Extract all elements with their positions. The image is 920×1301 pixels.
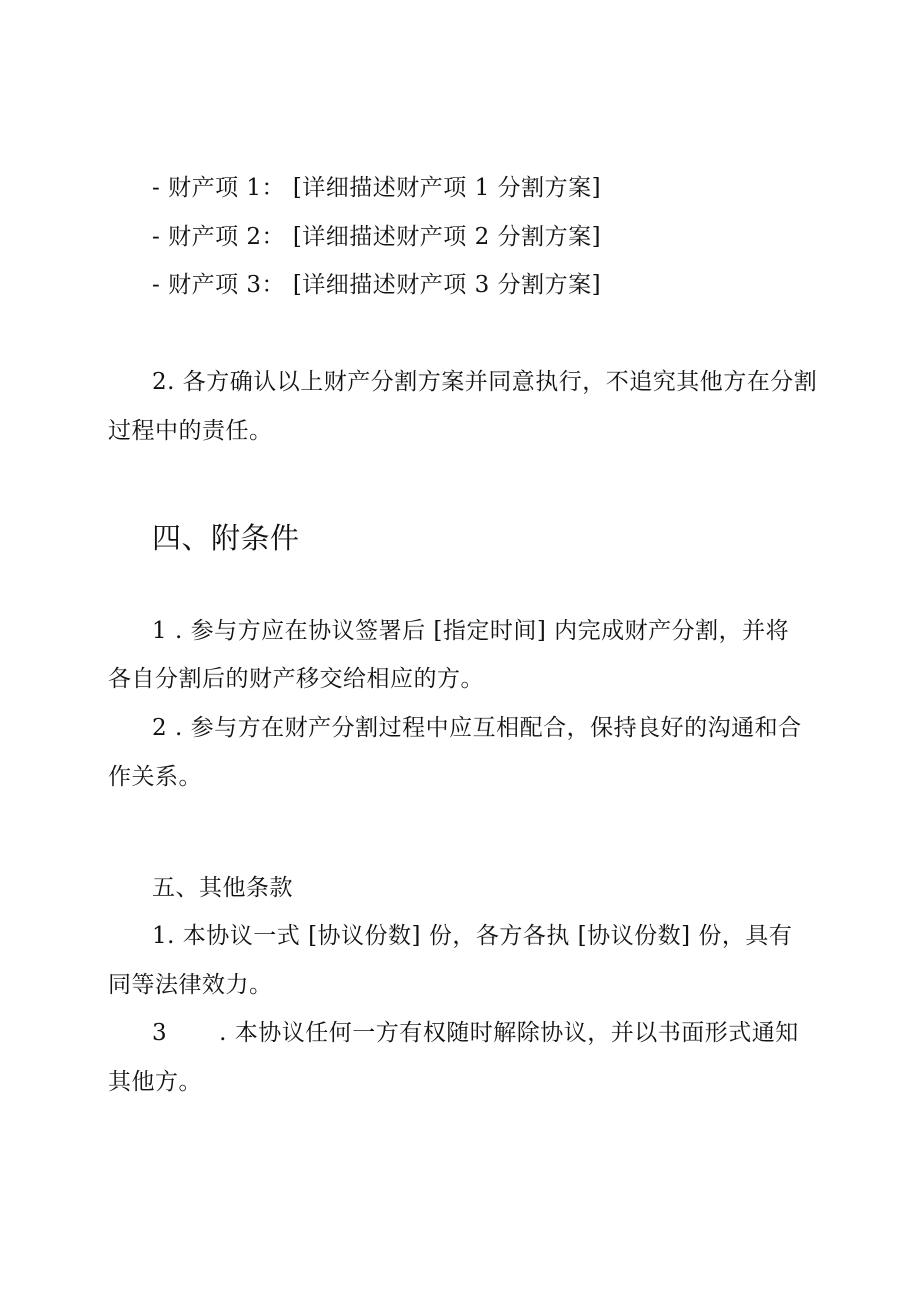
section-5-item-1-line-2: 同等法律效力。	[108, 972, 273, 998]
property-item-3: - 财产项 3： [详细描述财产项 3 分割方案]	[152, 272, 602, 298]
section-4-item-1-line-1: 1 . 参与方应在协议签署后 [指定时间] 内完成财产分割，并将	[152, 618, 790, 644]
section-5-item-3-text: . 本协议任何一方有权随时解除协议，并以书面形式通知	[219, 1020, 799, 1046]
section-5-item-1-line-1: 1. 本协议一式 [协议份数] 份，各方各执 [协议份数] 份，具有	[152, 923, 793, 949]
clause-2-line-1: 2. 各方确认以上财产分割方案并同意执行，不追究其他方在分割	[152, 369, 818, 395]
section-4-item-1-line-2: 各自分割后的财产移交给相应的方。	[108, 666, 484, 692]
section-4-item-2-line-2: 作关系。	[108, 764, 202, 790]
section-4-title: 四、附条件	[152, 521, 300, 555]
property-item-1: - 财产项 1： [详细描述财产项 1 分割方案]	[152, 175, 602, 201]
section-5-item-3-line-2: 其他方。	[108, 1069, 202, 1095]
section-4-item-2-line-1: 2 . 参与方在财产分割过程中应互相配合，保持良好的沟通和合	[152, 715, 802, 741]
section-5-title: 五、其他条款	[152, 875, 293, 901]
section-5-item-3-line-1	[152, 1018, 799, 1048]
clause-2-line-2: 过程中的责任。	[108, 418, 273, 444]
section-5-item-3-number: 3	[152, 1020, 168, 1046]
property-item-2: - 财产项 2： [详细描述财产项 2 分割方案]	[152, 224, 602, 250]
